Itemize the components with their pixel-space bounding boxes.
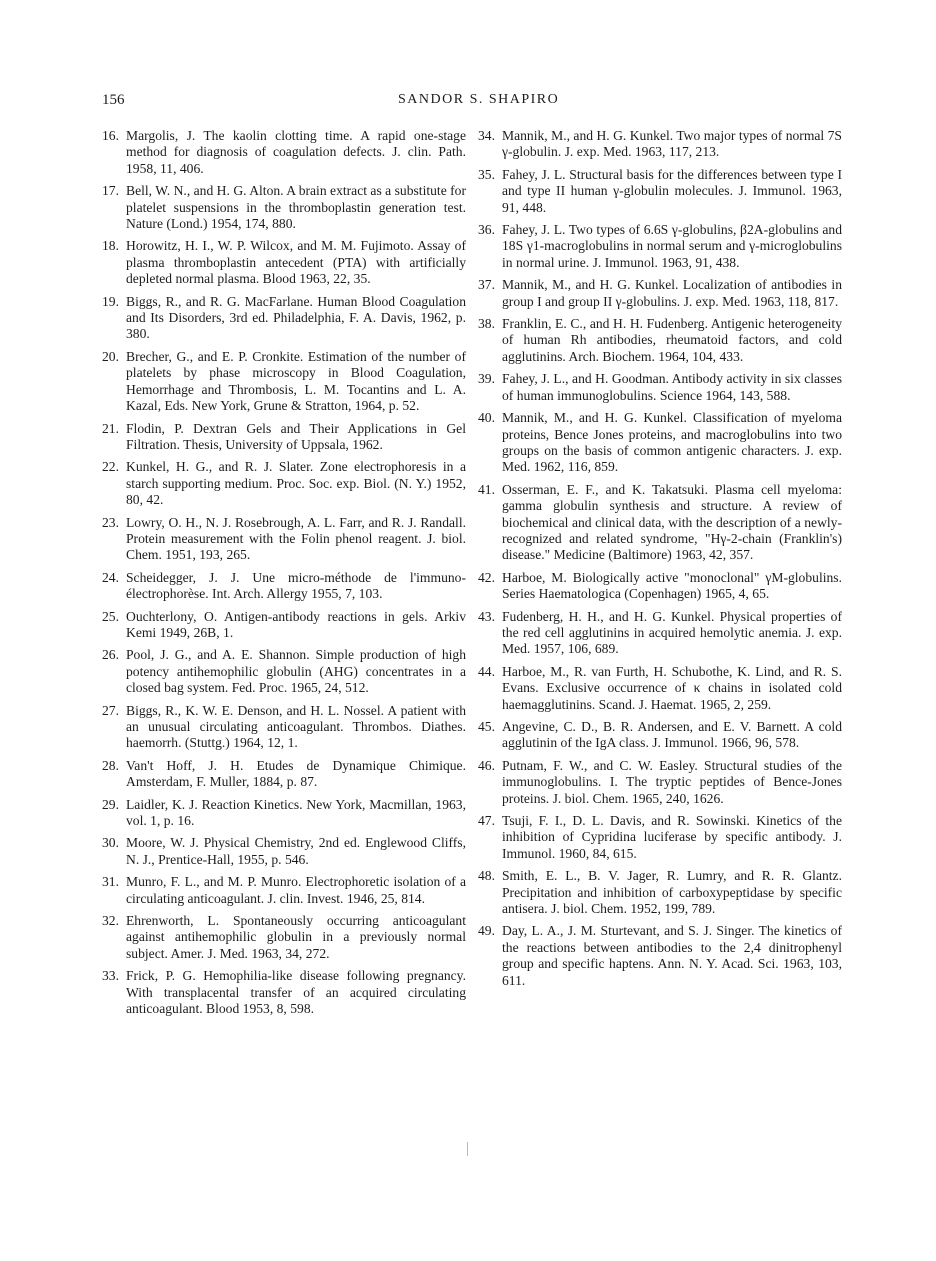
reference-item (102, 128, 466, 177)
reference-number: 47. (478, 813, 495, 829)
reference-item (102, 647, 466, 696)
reference-number: 34. (478, 128, 495, 143)
reference-item (478, 371, 842, 404)
reference-text: Kunkel, H. G., and R. J. Slater. Zone electrophoresis in a starch supporting medium. Proc. Soc. exp. Biol. (N. Y.) 1952, 80, 42. (126, 459, 466, 508)
reference-number: 28. (102, 757, 119, 773)
reference-text: Flodin, P. Dextran Gels and Their Applications in Gel Filtration. Thesis, University of Uppsala, 1962. (126, 420, 466, 452)
reference-number: 45. (478, 719, 495, 734)
reference-number: 48. (478, 868, 495, 884)
reference-item (478, 482, 842, 564)
running-head: SANDOR S. SHAPIRO (398, 92, 560, 107)
reference-text: Mannik, M., and H. G. Kunkel. Localization of antibodies in group I and group II γ-globulins. J. exp. Med. 1963, 118, 817. (502, 277, 842, 309)
reference-text: Tsuji, F. I., D. L. Davis, and R. Sowinski. Kinetics of the inhibition of Cypridina luciferase by specific antibody. J. Immunol. 1960, 84, 615. (502, 813, 842, 861)
reference-text: Bell, W. N., and H. G. Alton. A brain extract as a substitute for platelet suspensions in the thromboplastin generation test. Nature (Lond.) 1954, 174, 880. (126, 183, 466, 232)
page-header (102, 92, 842, 112)
reference-text: Margolis, J. The kaolin clotting time. A rapid one-stage method for diagnosis of coagulation defects. J. clin. Path. 1958, 11, 406. (126, 128, 466, 176)
reference-item (478, 758, 842, 807)
reference-item (102, 570, 466, 603)
reference-text: Day, L. A., J. M. Sturtevant, and S. J. Singer. The kinetics of the reactions between antibodies to the 2,4 dinitrophenyl group and specific haptens. Ann. N. Y. Acad. Sci. 1963, 103, 611. (502, 923, 842, 988)
reference-item (478, 664, 842, 713)
reference-text: Lowry, O. H., N. J. Rosebrough, A. L. Farr, and R. J. Randall. Protein measurement with the Folin phenol reagent. J. biol. Chem. 1951, 193, 265. (126, 514, 466, 563)
reference-item (478, 128, 842, 161)
reference-item (102, 703, 466, 752)
reference-number: 38. (478, 316, 495, 332)
reference-number: 33. (102, 968, 119, 984)
reference-text: Pool, J. G., and A. E. Shannon. Simple production of high potency antihemophilic globulin (AHG) concentrates in a closed bag system. Fed. Proc. 1965, 24, 512. (126, 647, 466, 696)
reference-number: 22. (102, 459, 119, 475)
reference-item (478, 570, 842, 603)
references-left-column (102, 128, 466, 1024)
reference-item (478, 868, 842, 917)
reference-text: Mannik, M., and H. G. Kunkel. Two major types of normal 7S γ-globulin. J. exp. Med. 1963, 117, 213. (502, 128, 842, 160)
reference-number: 32. (102, 913, 119, 929)
reference-number: 23. (102, 514, 119, 530)
reference-number: 35. (478, 166, 495, 182)
reference-text: Ouchterlony, O. Antigen-antibody reactions in gels. Arkiv Kemi 1949, 26B, 1. (126, 608, 466, 640)
reference-number: 40. (478, 410, 495, 426)
reference-item (478, 410, 842, 476)
reference-number: 36. (478, 222, 495, 238)
reference-text: Fahey, J. L., and H. Goodman. Antibody activity in six classes of human immunoglobulins. Science 1964, 143, 588. (502, 371, 842, 403)
reference-item (478, 167, 842, 216)
reference-number: 41. (478, 481, 495, 497)
reference-text: Moore, W. J. Physical Chemistry, 2nd ed. Englewood Cliffs, N. J., Prentice-Hall, 1955, p. 546. (126, 835, 466, 867)
reference-item (102, 183, 466, 232)
reference-text: Biggs, R., K. W. E. Denson, and H. L. Nossel. A patient with an unusual circulating anticoagulant. Thrombos. Diathes. haemorrh. (Stuttg.) 1964, 12, 1. (126, 702, 466, 751)
reference-number: 16. (102, 128, 119, 143)
reference-item (102, 874, 466, 907)
reference-item (102, 835, 466, 868)
reference-item (478, 277, 842, 310)
reference-number: 37. (478, 277, 495, 293)
reference-text: Franklin, E. C., and H. H. Fudenberg. Antigenic heterogeneity of human Rh antibodies, rheumatoid factors, and cold agglutinins. Arch. Biochem. 1964, 104, 433. (502, 316, 842, 364)
reference-item (478, 609, 842, 658)
reference-text: Putnam, F. W., and C. W. Easley. Structural studies of the immunoglobulins. I. The tryptic peptides of Bence-Jones proteins. J. biol. Chem. 1965, 240, 1626. (502, 757, 842, 806)
reference-item (102, 968, 466, 1017)
reference-number: 24. (102, 569, 119, 585)
reference-text: Fudenberg, H. H., and H. G. Kunkel. Physical properties of the red cell agglutinins in acquired hemolytic anemia. J. exp. Med. 1957, 106, 689. (502, 608, 842, 657)
references-right-column (478, 128, 842, 995)
reference-item (102, 349, 466, 415)
reference-number: 17. (102, 183, 119, 199)
reference-text: Frick, P. G. Hemophilia-like disease following pregnancy. With transplacental transfer of an acquired circulating anticoagulant. Blood 1953, 8, 598. (126, 968, 466, 1017)
reference-item (102, 609, 466, 642)
reference-text: Harboe, M. Biologically active "monoclonal" γM-globulins. Series Haematologica (Copenhagen) 1965, 4, 65. (502, 569, 842, 602)
reference-text: Smith, E. L., B. V. Jager, R. Lumry, and R. R. Glantz. Precipitation and inhibition of carboxypeptidase by specific antisera. J. biol. Chem. 1952, 199, 789. (502, 868, 842, 917)
reference-item (102, 797, 466, 830)
reference-text: Osserman, E. F., and K. Takatsuki. Plasma cell myeloma: gamma globulin synthesis and structure. A review of biochemical and clinical data, with the description of a newly-recognized and related syndrome, "Hγ-2-chain (Franklin's) disease." Medicine (Baltimore) 1963, 42, 357. (502, 481, 842, 563)
reference-number: 44. (478, 663, 495, 679)
page-number: 156 (102, 92, 125, 108)
reference-item (102, 238, 466, 287)
reference-text: Mannik, M., and H. G. Kunkel. Classification of myeloma proteins, Bence Jones proteins, and macroglobulins into two groups on the basis of common antigenic characters. J. exp. Med. 1962, 116, 859. (502, 410, 842, 475)
reference-item (478, 813, 842, 862)
reference-number: 31. (102, 874, 119, 890)
reference-item (102, 515, 466, 564)
reference-text: Laidler, K. J. Reaction Kinetics. New York, Macmillan, 1963, vol. 1, p. 16. (126, 796, 466, 829)
reference-item (102, 758, 466, 791)
reference-number: 27. (102, 702, 119, 718)
reference-item (102, 294, 466, 343)
reference-number: 25. (102, 608, 119, 624)
reference-item (102, 459, 466, 508)
reference-text: Van't Hoff, J. H. Etudes de Dynamique Chimique. Amsterdam, F. Muller, 1884, p. 87. (126, 757, 466, 790)
reference-text: Biggs, R., and R. G. MacFarlane. Human Blood Coagulation and Its Disorders, 3rd ed. Philadelphia, F. A. Davis, 1962, p. 380. (126, 293, 466, 342)
reference-item (478, 719, 842, 752)
reference-number: 46. (478, 757, 495, 773)
reference-text: Munro, F. L., and M. P. Munro. Electrophoretic isolation of a circulating anticoagulant. J. clin. Invest. 1946, 25, 814. (126, 874, 466, 906)
reference-item (102, 913, 466, 962)
reference-number: 29. (102, 796, 119, 812)
reference-number: 30. (102, 835, 119, 851)
reference-text: Brecher, G., and E. P. Cronkite. Estimation of the number of platelets by phase microscopy in Blood Coagulation, Hemorrhage and Thrombosis, L. M. Tocantins and L. A. Kazal, Eds. New York, Grune & Stratton, 1964, p. 52. (126, 348, 466, 414)
reference-item (478, 923, 842, 989)
reference-number: 20. (102, 348, 119, 364)
reference-item (478, 222, 842, 271)
reference-number: 49. (478, 923, 495, 939)
reference-number: 42. (478, 569, 495, 585)
page-mark (467, 1142, 468, 1156)
reference-item (102, 421, 466, 454)
reference-number: 43. (478, 608, 495, 624)
reference-number: 19. (102, 293, 119, 309)
reference-text: Scheidegger, J. J. Une micro-méthode de l'immuno-électrophorèse. Int. Arch. Allergy 1955, 7, 103. (126, 569, 466, 602)
reference-item (478, 316, 842, 365)
reference-text: Fahey, J. L. Structural basis for the differences between type I and type II human γ-globulin molecules. J. Immunol. 1963, 91, 448. (502, 166, 842, 215)
reference-text: Fahey, J. L. Two types of 6.6S γ-globulins, β2A-globulins and 18S γ1-macroglobulins in normal serum and γ-microglobulins in normal urine. J. Immunol. 1963, 91, 438. (502, 222, 842, 270)
reference-text: Ehrenworth, L. Spontaneously occurring anticoagulant against antihemophilic globulin in a previously normal subject. Amer. J. Med. 1963, 34, 272. (126, 913, 466, 961)
reference-number: 21. (102, 420, 119, 436)
reference-number: 39. (478, 371, 495, 387)
reference-text: Harboe, M., R. van Furth, H. Schubothe, K. Lind, and R. S. Evans. Exclusive occurrence of κ chains in isolated cold haemagglutinins. Scand. J. Haemat. 1965, 2, 259. (502, 663, 842, 712)
reference-text: Angevine, C. D., B. R. Andersen, and E. V. Barnett. A cold agglutinin of the IgA class. J. Immunol. 1966, 96, 578. (502, 719, 842, 751)
reference-number: 26. (102, 647, 119, 663)
reference-number: 18. (102, 238, 119, 254)
reference-text: Horowitz, H. I., W. P. Wilcox, and M. M. Fujimoto. Assay of plasma thromboplastin antecedent (PTA) with artificially depleted normal plasma. Blood 1963, 22, 35. (126, 238, 466, 287)
